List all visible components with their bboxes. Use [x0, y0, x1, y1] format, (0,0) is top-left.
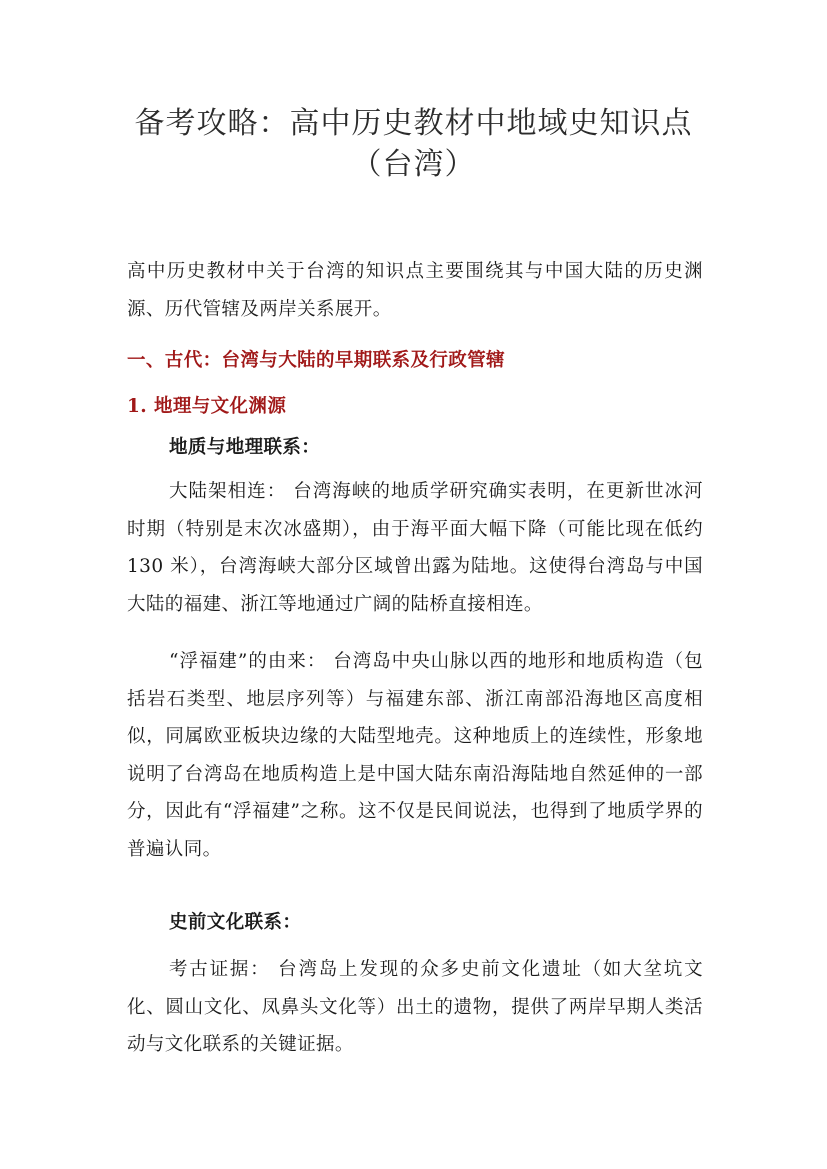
section-heading-ancient: 一、古代：台湾与大陆的早期联系及行政管辖: [127, 350, 506, 371]
subsection-heading-geography-culture: 1. 地理与文化渊源: [127, 396, 287, 417]
intro-paragraph: 高中历史教材中关于台湾的知识点主要围绕其与中国大陆的历史渊源、历代管辖及两岸关系展开。: [127, 261, 703, 320]
prehistory-heading: 史前文化联系：: [169, 912, 302, 933]
paragraph-land-bridge: 大陆架相连： 台湾海峡的地质学研究确实表明，在更新世冰河时期（特别是末次冰盛期），由于海平面大幅下降（可能比现在低约 130 米），台湾海峡大部分区域曾出露为陆地。这使得台湾岛与中国大陆的福建、浙江等地通过广阔的陆桥直接相连。: [127, 481, 703, 615]
document-title-line2: （台湾）: [351, 147, 476, 182]
paragraph-fufujian: “浮福建”的由来： 台湾岛中央山脉以西的地形和地质构造（包括岩石类型、地层序列等）与福建东部、浙江南部沿海地区高度相似，同属欧亚板块边缘的大陆型地壳。这种地质上的连续性，形象地说明了台湾岛在地质构造上是中国大陆东南沿海陆地自然延伸的一部分，因此有“浮福建”之称。这不仅是民间说法，也得到了地质学界的普遍认同。: [127, 651, 703, 860]
paragraph-archaeology: 考古证据： 台湾岛上发现的众多史前文化遗址（如大坌坑文化、圆山文化、凤鼻头文化等）出土的遗物，提供了两岸早期人类活动与文化联系的关键证据。: [127, 959, 703, 1055]
document-title-line1: 备考攻略：高中历史教材中地域史知识点: [134, 106, 693, 141]
geo-heading: 地质与地理联系：: [169, 437, 321, 458]
